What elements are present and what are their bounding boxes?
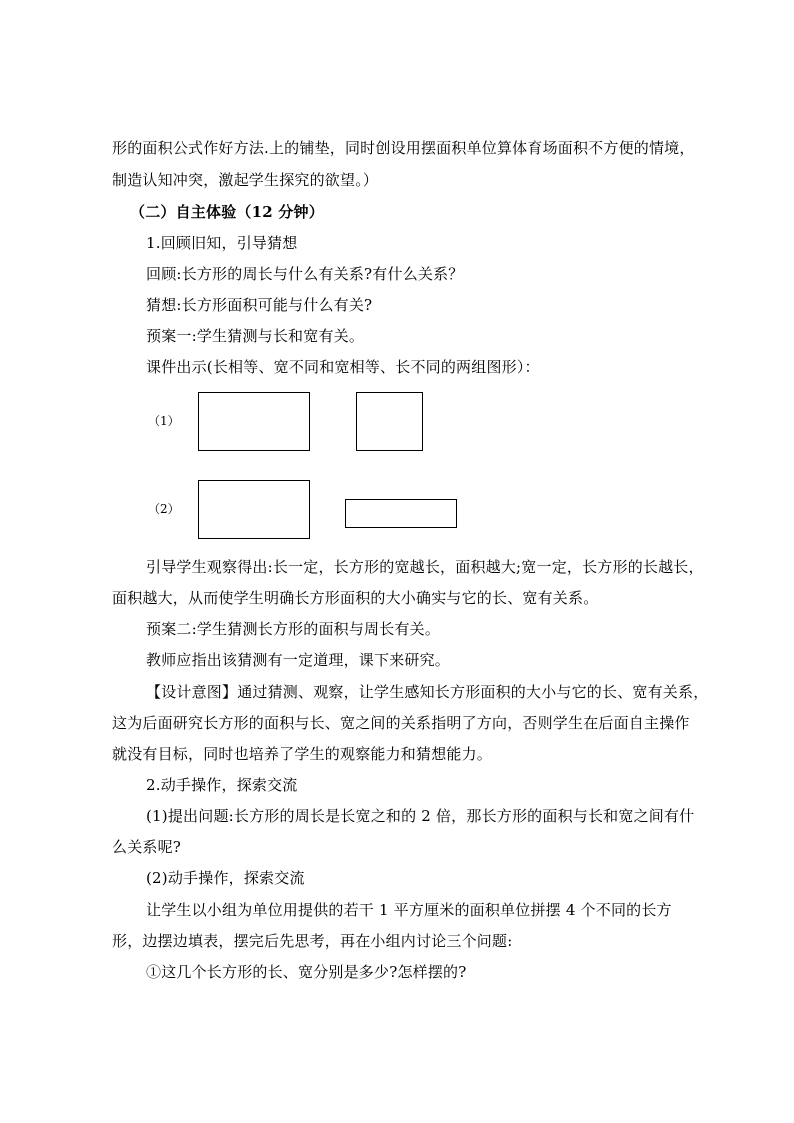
paragraph-line: 【设计意图】通过猜测、观察，让学生感知长方形面积的大小与它的长、宽有关系，	[146, 683, 709, 701]
paragraph-line: 回顾:长方形的周长与什么有关系?有什么关系？	[146, 265, 464, 283]
step-title: 2.动手操作，探索交流	[146, 776, 298, 794]
paragraph-line: 教师应指出该猜测有一定道理，课下来研究。	[146, 651, 451, 669]
paragraph-line: 制造认知冲突，激起学生探究的欲望。）	[112, 171, 379, 189]
paragraph-line: 就没有目标，同时也培养了学生的观察能力和猜想能力。	[112, 745, 493, 763]
paragraph-line: 么关系呢?	[112, 838, 182, 856]
rectangle-shape	[345, 499, 457, 528]
paragraph-line: 预案一:学生猜测与长和宽有关。	[146, 327, 365, 345]
paragraph-line: 形，边摆边填表，摆完后先思考，再在小组内讨论三个问题:	[112, 932, 513, 950]
rectangle-shape	[198, 392, 310, 451]
paragraph-line: 面积越大，从而使学生明确长方形面积的大小确实与它的长、宽有关系。	[112, 589, 599, 607]
figure-label: （1）	[148, 414, 180, 428]
step-title: 1.回顾旧知，引导猜想	[146, 234, 298, 252]
figure-label: （2）	[148, 502, 180, 516]
list-item: ①这几个长方形的长、宽分别是多少?怎样摆的?	[146, 963, 467, 981]
paragraph-line: 引导学生观察得出:长一定，长方形的宽越长，面积越大;宽一定，长方形的长越长，	[146, 558, 704, 576]
rectangle-shape	[198, 480, 310, 539]
paragraph-line: 这为后面研究长方形的面积与长、宽之间的关系指明了方向，否则学生在后面自主操作	[112, 714, 690, 732]
paragraph-line: 让学生以小组为单位用提供的若干 1 平方厘米的面积单位拼摆 4 个不同的长方	[146, 901, 672, 919]
rectangle-shape	[356, 392, 423, 451]
paragraph-line: (2)动手操作，探索交流	[146, 869, 305, 887]
section-heading: （二）自主体验（12 分钟）	[130, 203, 324, 221]
paragraph-line: 形的面积公式作好方法.上的铺垫，同时创设用摆面积单位算体育场面积不方便的情境，	[112, 139, 695, 157]
paragraph-line: 预案二:学生猜测长方形的面积与周长有关。	[146, 620, 441, 638]
paragraph-line: (1)提出问题:长方形的周长是长宽之和的 2 倍，那长方形的面积与长和宽之间有什	[146, 807, 695, 825]
paragraph-line: 猜想:长方形面积可能与什么有关?	[146, 296, 373, 314]
paragraph-line: 课件出示(长相等、宽不同和宽相等、长不同的两组图形）：	[146, 358, 540, 376]
